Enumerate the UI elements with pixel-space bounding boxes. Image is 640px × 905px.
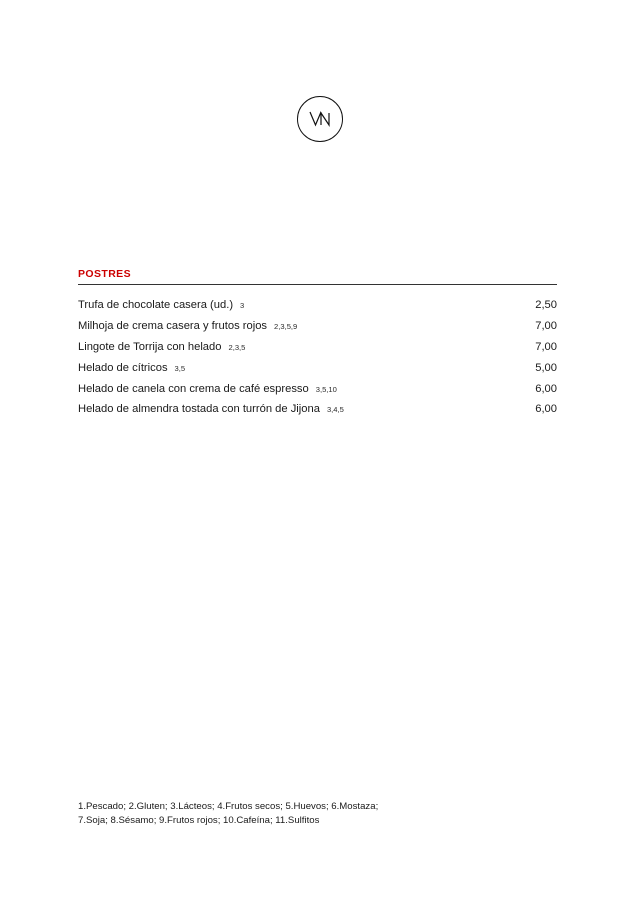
menu-item-allergens: 3: [240, 301, 245, 311]
menu-item-allergens: 2,3,5: [228, 342, 246, 352]
menu-item-allergens: 3,5: [174, 363, 186, 373]
vn-monogram-logo: [297, 96, 343, 142]
menu-item-row: [78, 316, 557, 337]
menu-item-price: 6,00: [535, 382, 557, 395]
allergen-legend: [78, 800, 558, 828]
menu-item-row: [78, 337, 557, 358]
menu-item-price: 6,00: [535, 403, 557, 416]
menu-item-name: Trufa de chocolate casera (ud.): [78, 299, 234, 312]
section-title: POSTRES: [78, 268, 131, 280]
menu-item-left: [78, 362, 185, 374]
menu-item-name: Helado de cítricos: [78, 361, 168, 374]
menu-item-name: Helado de canela con crema de café espresso: [78, 382, 309, 395]
menu-item-name: Milhoja de crema casera y frutos rojos: [78, 320, 268, 333]
menu-item-name: Lingote de Torrija con helado: [78, 340, 222, 353]
menu-item-row: [78, 357, 557, 378]
menu-item-allergens: 3,4,5: [326, 405, 344, 415]
menu-item-left: [78, 341, 245, 353]
menu-item-price: 7,00: [535, 320, 557, 333]
menu-item-row: [78, 378, 557, 399]
allergen-legend-line-2: 7.Soja; 8.Sésamo; 9.Frutos rojos; 10.Cafeína; 11.Sulfitos: [78, 814, 320, 826]
menu-item-price: 2,50: [535, 299, 557, 312]
menu-item-price: 7,00: [535, 340, 557, 353]
section-divider: [78, 284, 557, 285]
menu-item-name: Helado de almendra tostada con turrón de Jijona: [78, 403, 320, 416]
menu-item-price: 5,00: [535, 361, 557, 374]
menu-item-left: [78, 299, 244, 311]
menu-item-left: [78, 383, 337, 395]
allergen-legend-line-1: 1.Pescado; 2.Gluten; 3.Lácteos; 4.Frutos secos; 5.Huevos; 6.Mostaza;: [78, 801, 379, 812]
menu-item-allergens: 3,5,10: [315, 384, 337, 394]
menu-item-left: [78, 320, 297, 332]
logo-container: [0, 96, 640, 142]
menu-item-row: [78, 399, 557, 420]
menu-item-row: [78, 295, 557, 316]
menu-section-postres: [78, 268, 557, 420]
menu-item-allergens: 2,3,5,9: [274, 322, 298, 332]
menu-item-left: [78, 403, 344, 415]
